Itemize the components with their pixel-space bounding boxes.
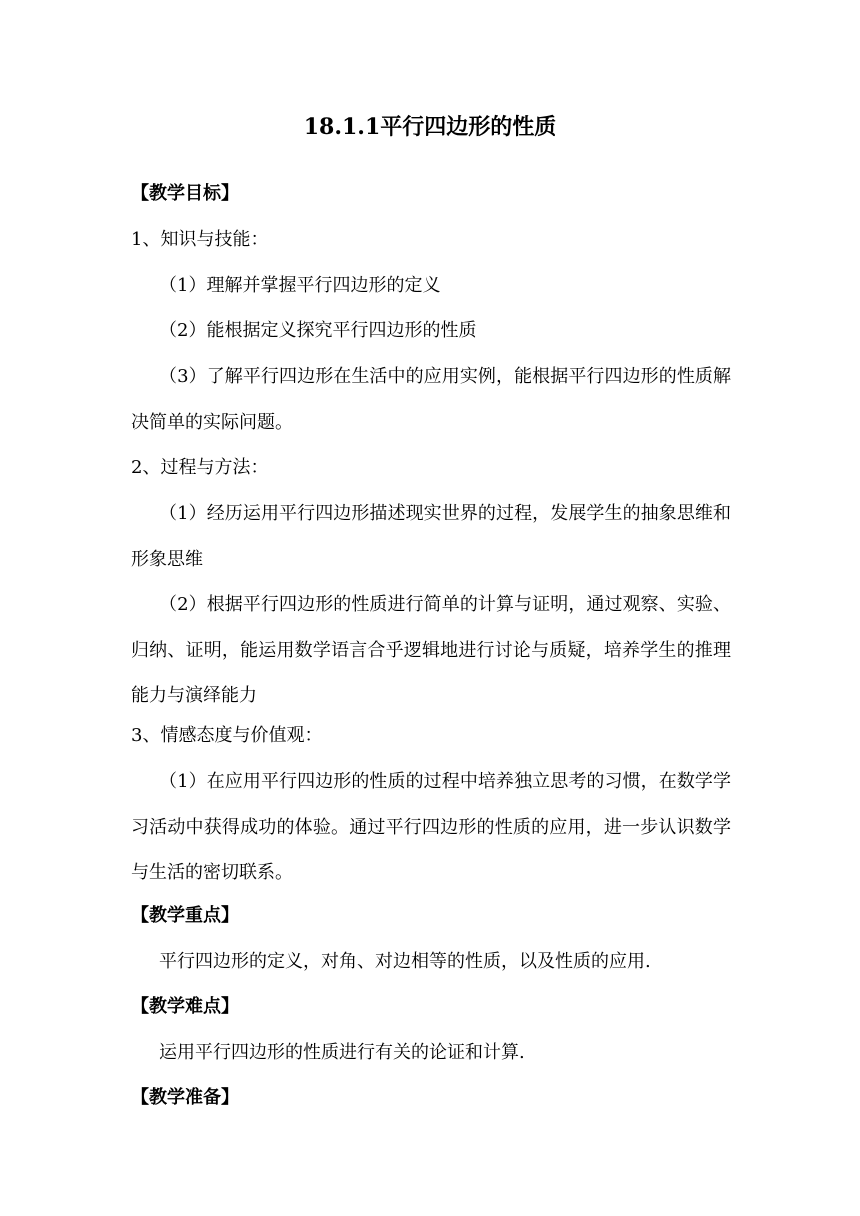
process-item-1: （1）经历运用平行四边形描述现实世界的过程，发展学生的抽象思维和形象思维 — [131, 503, 731, 570]
process-item-2: （2）根据平行四边形的性质进行简单的计算与证明，通过观察、实验、归纳、证明，能运用数学语言合乎逻辑地进行讨论与质疑，培养学生的推理能力与演绎能力 — [131, 594, 731, 706]
emotion-values-label: 3、情感态度与价值观： — [131, 725, 323, 746]
knowledge-item-2: （2）能根据定义探究平行四边形的性质 — [159, 320, 477, 341]
emotion-item-1: （1）在应用平行四边形的性质的过程中培养独立思考的习惯，在数学学习活动中获得成功的体验。通过平行四边形的性质的应用，进一步认识数学与生活的密切联系。 — [131, 771, 731, 883]
difficulties-text: 运用平行四边形的性质进行有关的论证和计算. — [159, 1042, 525, 1063]
key-points-heading: 【教学重点】 — [131, 905, 239, 926]
knowledge-skills-label: 1、知识与技能： — [131, 229, 269, 250]
knowledge-item-3: （3）了解平行四边形在生活中的应用实例，能根据平行四边形的性质解决简单的实际问题。 — [131, 366, 731, 433]
difficulties-heading: 【教学难点】 — [131, 996, 239, 1017]
document-title: 18.1.1平行四边形的性质 — [303, 114, 557, 140]
knowledge-item-1: （1）理解并掌握平行四边形的定义 — [159, 275, 441, 296]
key-points-text: 平行四边形的定义，对角、对边相等的性质，以及性质的应用. — [159, 951, 651, 972]
process-method-label: 2、过程与方法： — [131, 457, 269, 478]
objectives-heading: 【教学目标】 — [131, 183, 239, 204]
preparation-heading: 【教学准备】 — [131, 1087, 239, 1108]
